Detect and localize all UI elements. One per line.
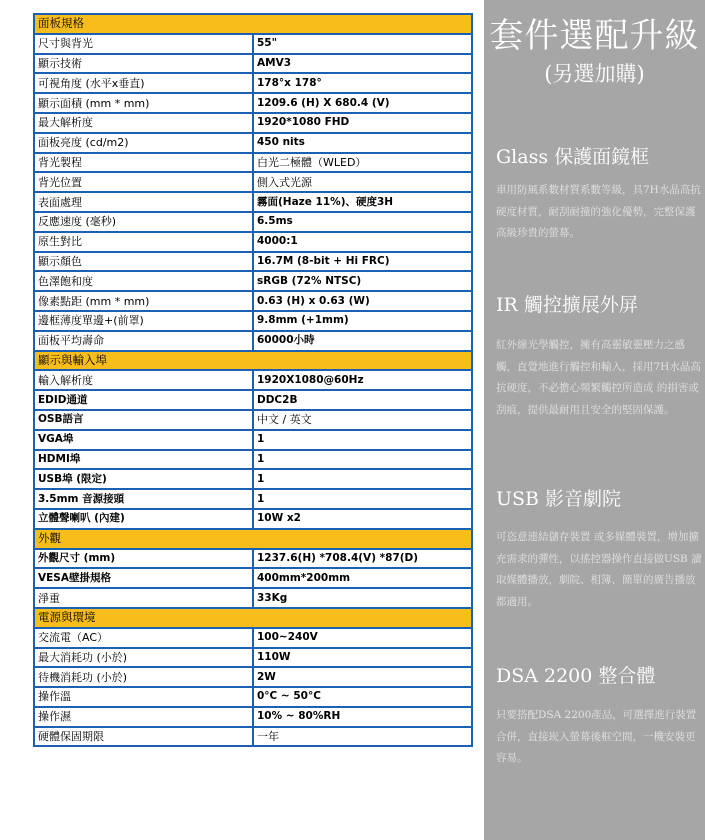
spec-value: 白光二極體（WLED） [253, 153, 472, 173]
section-header-row [34, 351, 472, 371]
feature-body-glass: 車用防風系數材質系數等級，具7H水晶高抗硬度材質，耐刮耐撞的強化優勢，完整保護高級珍貴的螢幕。 [496, 184, 701, 239]
spec-label: 反應速度 (毫秒) [34, 212, 253, 232]
spec-label: 尺寸與背光 [34, 34, 253, 54]
spec-row [34, 489, 472, 509]
spec-label: OSB語言 [34, 410, 253, 430]
spec-label: 色澤飽和度 [34, 271, 253, 291]
section-header-row [34, 14, 472, 34]
spec-row [34, 153, 472, 173]
spec-table [33, 13, 473, 747]
spec-label: HDMI埠 [34, 450, 253, 470]
spec-value: 100~240V [253, 628, 472, 648]
feature-heading-dsa: DSA 2200 整合體 [496, 665, 656, 687]
spec-row [34, 232, 472, 252]
spec-value: 6.5ms [253, 212, 472, 232]
spec-value: 400mm*200mm [253, 568, 472, 588]
spec-value: 1920X1080@60Hz [253, 370, 472, 390]
spec-label: 操作濕 [34, 707, 253, 727]
spec-table-body [34, 14, 472, 746]
spec-value: 霧面(Haze 11%)、硬度3H [253, 192, 472, 212]
spec-label: 3.5mm 音源接頭 [34, 489, 253, 509]
upgrade-panel [484, 0, 705, 840]
spec-value: 1920*1080 FHD [253, 113, 472, 133]
spec-label: 最大解析度 [34, 113, 253, 133]
spec-row [34, 172, 472, 192]
spec-value: 2W [253, 667, 472, 687]
spec-row [34, 410, 472, 430]
section-title: 顯示與輸入埠 [34, 351, 472, 371]
section-title: 面板規格 [34, 14, 472, 34]
spec-row [34, 271, 472, 291]
spec-value: 450 nits [253, 133, 472, 153]
spec-label: 外觀尺寸 (mm) [34, 549, 253, 569]
spec-row [34, 430, 472, 450]
spec-label: 立體聲喇叭 (內建) [34, 509, 253, 529]
spec-label: VESA壁掛規格 [34, 568, 253, 588]
spec-label: 背光製程 [34, 153, 253, 173]
spec-row [34, 54, 472, 74]
spec-label: 顯示顏色 [34, 252, 253, 272]
spec-value: sRGB (72% NTSC) [253, 271, 472, 291]
feature-body-usb: 可恣意連結儲存裝置 或多媒體裝置，增加擴充需求的彈性，以搖控器操作直接做USB 讀取媒體播放，劇院、相簿、簡單的廣告播放都適用。 [496, 531, 702, 608]
spec-row [34, 252, 472, 272]
spec-label: 輸入解析度 [34, 370, 253, 390]
spec-row [34, 113, 472, 133]
spec-row [34, 727, 472, 747]
spec-value: 60000小時 [253, 331, 472, 351]
feature-body-ir: 紅外線光學觸控，擁有高靈敏靈壓力之感觸，直覺地進行觸控和輸入，採用7H水晶高抗硬度，不必擔心頻繁觸控所造成 的損害或刮痕，提供最耐用且安全的堅固保護。 [496, 339, 701, 416]
spec-row [34, 549, 472, 569]
spec-value: 178°x 178° [253, 73, 472, 93]
spec-row [34, 133, 472, 153]
spec-value: 0°C ~ 50°C [253, 687, 472, 707]
spec-label: USB埠 (限定) [34, 469, 253, 489]
spec-label: 交流電（AC） [34, 628, 253, 648]
spec-value: 1 [253, 489, 472, 509]
spec-value: 1209.6 (H) X 680.4 (V) [253, 93, 472, 113]
spec-value: DDC2B [253, 390, 472, 410]
spec-value: AMV3 [253, 54, 472, 74]
spec-row [34, 667, 472, 687]
spec-row [34, 291, 472, 311]
spec-label: 原生對比 [34, 232, 253, 252]
panel-title: 套件選配升級 [489, 16, 700, 56]
spec-label: 像素點距 (mm * mm) [34, 291, 253, 311]
spec-row [34, 707, 472, 727]
spec-row [34, 469, 472, 489]
spec-value: 1237.6(H) *708.4(V) *87(D) [253, 549, 472, 569]
spec-row [34, 450, 472, 470]
spec-label: 表面處理 [34, 192, 253, 212]
spec-label: 可視角度 (水平x垂直) [34, 73, 253, 93]
spec-row [34, 390, 472, 410]
spec-row [34, 509, 472, 529]
spec-row [34, 212, 472, 232]
feature-heading-ir: IR 觸控擴展外屏 [496, 294, 638, 316]
spec-row [34, 192, 472, 212]
spec-value: 側入式光源 [253, 172, 472, 192]
spec-row [34, 628, 472, 648]
spec-row [34, 370, 472, 390]
panel-subtitle: (另選加購) [544, 62, 645, 86]
spec-value: 1 [253, 450, 472, 470]
feature-heading-usb: USB 影音劇院 [496, 488, 622, 510]
spec-row [34, 311, 472, 331]
spec-label: 顯示面積 (mm * mm) [34, 93, 253, 113]
spec-label: 待機消耗功 (小於) [34, 667, 253, 687]
spec-label: 最大消耗功 (小於) [34, 648, 253, 668]
spec-row [34, 687, 472, 707]
spec-label: 操作溫 [34, 687, 253, 707]
spec-label: VGA埠 [34, 430, 253, 450]
spec-value: 55" [253, 34, 472, 54]
spec-label: 背光位置 [34, 172, 253, 192]
spec-value: 10% ~ 80%RH [253, 707, 472, 727]
spec-label: EDID通道 [34, 390, 253, 410]
spec-value: 一年 [253, 727, 472, 747]
spec-label: 面板平均壽命 [34, 331, 253, 351]
spec-value: 0.63 (H) x 0.63 (W) [253, 291, 472, 311]
spec-value: 16.7M (8-bit + Hi FRC) [253, 252, 472, 272]
spec-value: 33Kg [253, 588, 472, 608]
spec-row [34, 648, 472, 668]
spec-value: 4000:1 [253, 232, 472, 252]
section-header-row [34, 608, 472, 628]
spec-value: 1 [253, 430, 472, 450]
spec-row [34, 331, 472, 351]
section-title: 外觀 [34, 529, 472, 549]
spec-label: 邊框薄度單邊+(前罩) [34, 311, 253, 331]
spec-row [34, 588, 472, 608]
spec-row [34, 73, 472, 93]
spec-row [34, 93, 472, 113]
spec-value: 9.8mm (+1mm) [253, 311, 472, 331]
feature-body-dsa: 只要搭配DSA 2200產品，可選擇進行裝置合併，直接崁入螢幕後框空間，一機安裝更容易。 [496, 709, 697, 764]
section-title: 電源與環境 [34, 608, 472, 628]
spec-label: 顯示技術 [34, 54, 253, 74]
feature-heading-glass: Glass 保護面鏡框 [496, 146, 650, 168]
spec-row [34, 34, 472, 54]
spec-label: 淨重 [34, 588, 253, 608]
spec-value: 10W x2 [253, 509, 472, 529]
section-header-row [34, 529, 472, 549]
spec-value: 1 [253, 469, 472, 489]
spec-row [34, 568, 472, 588]
spec-value: 110W [253, 648, 472, 668]
spec-value: 中文 / 英文 [253, 410, 472, 430]
spec-label: 面板亮度 (cd/m2) [34, 133, 253, 153]
spec-label: 硬體保固期限 [34, 727, 253, 747]
